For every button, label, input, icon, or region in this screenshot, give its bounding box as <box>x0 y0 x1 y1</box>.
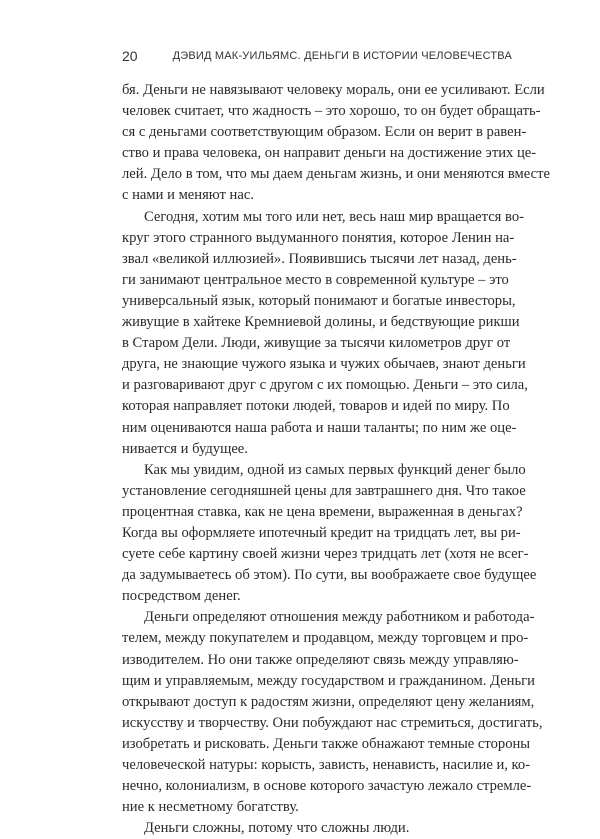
text-line: открывают доступ к радостям жизни, определяют цену желаниям, <box>122 693 535 710</box>
text-line: человек считает, что жадность – это хорошо, то он будет обращать- <box>122 103 541 120</box>
text-line: установление сегодняшней цены для завтрашнего дня. Что такое <box>122 482 526 499</box>
text-line: да задумываетесь об этом). По сути, вы воображаете свое будущее <box>122 567 537 584</box>
text-line: универсальный язык, который понимают и богатые инвесторы, <box>122 292 516 309</box>
text-line: процентная ставка, как не цена времени, выраженная в деньгах? <box>122 503 523 520</box>
text-line: ги занимают центральное место в современной культуре – это <box>122 271 509 288</box>
paragraph <box>122 460 537 608</box>
text-line: ние к несметному богатству. <box>122 799 299 816</box>
text-line: суете себе картину своей жизни через тридцать лет (хотя не всег- <box>122 546 529 563</box>
text-line: изводителем. Но они также определяют связь между управляю- <box>122 651 519 668</box>
text-line: щим и управляемым, между государством и гражданином. Деньги <box>122 672 535 689</box>
text-line: ся с деньгами соответствующим образом. Если он верит в равен- <box>122 124 527 141</box>
text-line: с нами и меняют нас. <box>122 187 254 204</box>
paragraph <box>122 818 508 839</box>
text-line: телем, между покупателем и продавцом, между торговцем и про- <box>122 630 529 647</box>
text-line: искусству и творчеству. Они побуждают нас стремиться, достигать, <box>122 714 543 731</box>
page-header <box>122 47 512 65</box>
page-number: 20 <box>122 48 138 64</box>
text-line: звал «великой иллюзией». Появившись тысячи лет назад, день- <box>122 250 517 267</box>
text-line: ство и права человека, он направит деньги на достижение этих це- <box>122 145 537 162</box>
paragraph <box>122 207 528 460</box>
text-line: человеческой натуры: корысть, зависть, ненависть, насилие и, ко- <box>122 757 531 773</box>
running-title: ДЭВИД МАК-УИЛЬЯМС. ДЕНЬГИ В ИСТОРИИ ЧЕЛОВЕЧЕСТВА <box>172 50 512 62</box>
text-line: друга, не знающие чужого языка и чужих обычаев, знают деньги <box>122 356 526 373</box>
text-line: живущие в хайтеке Кремниевой долины, и бедствующие рикши <box>122 314 520 331</box>
text-line: Когда вы оформляете ипотечный кредит на тридцать лет, вы ри- <box>122 524 521 541</box>
text-line: которая направляет потоки людей, товаров и идей по миру. По <box>122 398 510 415</box>
paragraph <box>122 80 550 207</box>
text-line: нивается и будущее. <box>122 440 248 457</box>
paragraph <box>122 607 543 818</box>
text-line: Деньги сложны, потому что сложны люди. <box>144 820 410 837</box>
text-line: посредством денег. <box>122 588 241 605</box>
text-line: Как мы увидим, одной из самых первых функций денег было <box>144 461 526 478</box>
text-line: круг этого странного выдуманного понятия, которое Ленин на- <box>122 229 515 246</box>
text-line: лей. Дело в том, что мы даем деньгам жизнь, и они меняются вместе <box>122 166 550 183</box>
text-line: нечно, колониализм, в основе которого зачастую лежало стремле- <box>122 778 532 795</box>
body-text <box>122 80 550 839</box>
text-line: ним оцениваются наша работа и наши таланты; по ним же оце- <box>122 419 517 436</box>
text-line: бя. Деньги не навязывают человеку мораль, они ее усиливают. Если <box>122 82 545 98</box>
text-line: в Старом Дели. Люди, живущие за тысячи километров друг от <box>122 335 511 352</box>
text-line: и разговаривают друг с другом с их помощью. Деньги – это сила, <box>122 377 528 394</box>
text-line: Сегодня, хотим мы того или нет, весь наш мир вращается во- <box>144 208 524 225</box>
text-line: изобретать и рисковать. Деньги также обнажают темные стороны <box>122 735 531 752</box>
text-line: Деньги определяют отношения между работником и работода- <box>144 609 535 626</box>
